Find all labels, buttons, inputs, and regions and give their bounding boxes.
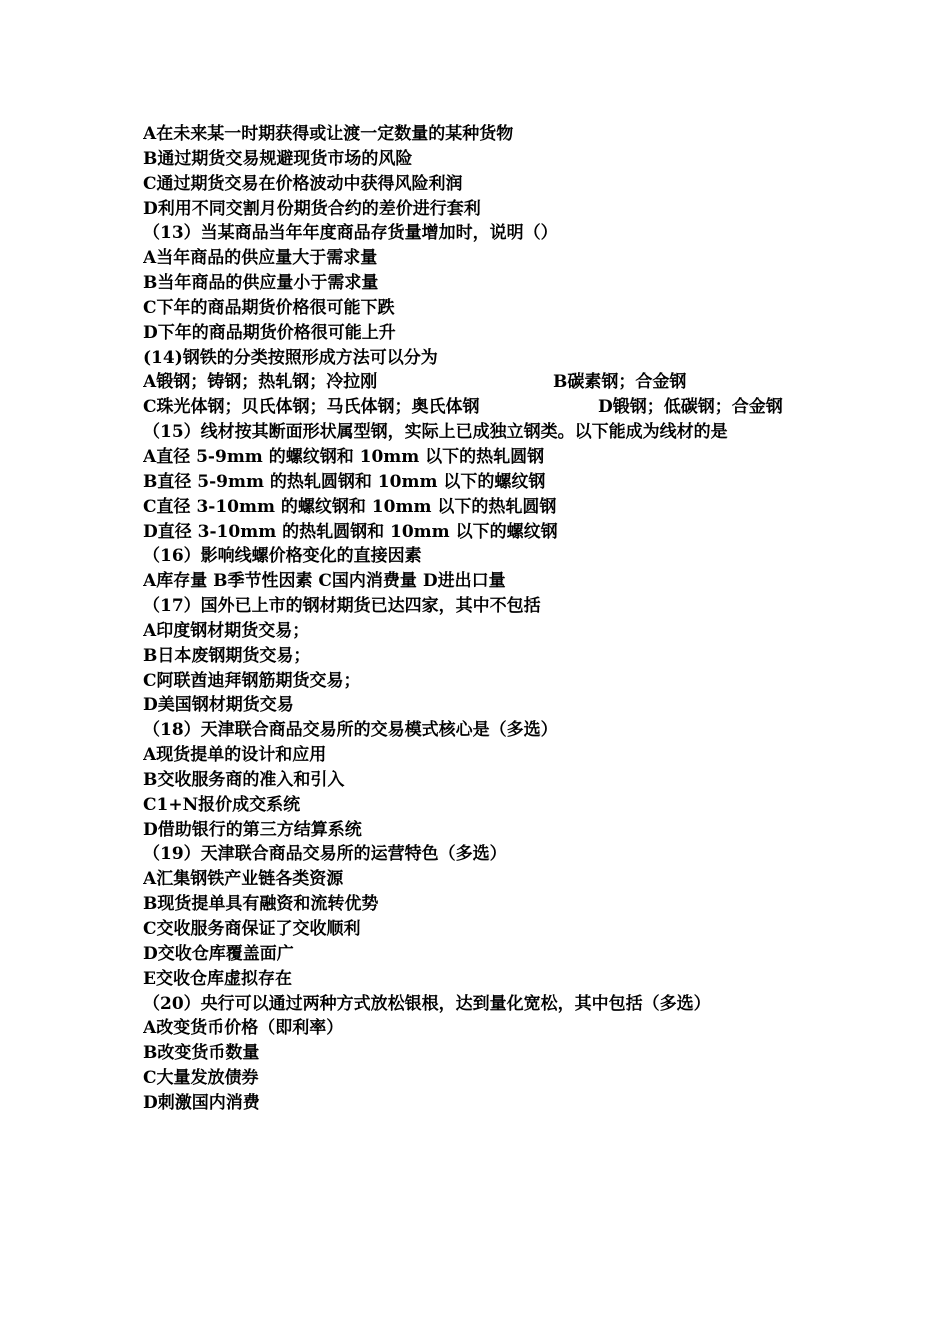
option-line: D锻钢；低碳钢；合金钢 xyxy=(598,397,783,418)
question-17: （17）国外已上市的钢材期货已达四家，其中不包括 xyxy=(143,596,541,617)
question-13: （13）当某商品当年年度商品存货量增加时，说明（） xyxy=(143,223,558,244)
option-line: A汇集钢铁产业链各类资源 xyxy=(143,869,344,890)
option-line: A当年商品的供应量大于需求量 xyxy=(143,248,378,269)
option-line: D借助银行的第三方结算系统 xyxy=(143,819,362,840)
question-20: （20）央行可以通过两种方式放松银根，达到量化宽松，其中包括（多选） xyxy=(143,993,711,1014)
option-line: A改变货币价格（即利率） xyxy=(143,1018,344,1039)
option-line: C通过期货交易在价格波动中获得风险利润 xyxy=(143,173,463,194)
option-line: D下年的商品期货价格很可能上升 xyxy=(143,322,396,343)
option-line: C珠光体钢；贝氏体钢；马氏体钢；奥氏体钢 xyxy=(143,397,480,418)
option-line: A在未来某一时期获得或让渡一定数量的某种货物 xyxy=(143,124,514,144)
option-line: B直径 5-9mm 的热轧圆钢和 10mm 以下的螺纹钢 xyxy=(143,471,546,492)
option-line: B通过期货交易规避现货市场的风险 xyxy=(143,148,413,169)
option-line: B现货提单具有融资和流转优势 xyxy=(143,894,379,915)
option-line: A直径 5-9mm 的螺纹钢和 10mm 以下的热轧圆钢 xyxy=(143,446,545,467)
option-line: C交收服务商保证了交收顺利 xyxy=(143,919,361,939)
option-line: D直径 3-10mm 的热轧圆钢和 10mm 以下的螺纹钢 xyxy=(143,521,558,542)
question-16: （16）影响线螺价格变化的直接因素 xyxy=(143,546,422,567)
question-19: （19）天津联合商品交易所的运营特色（多选） xyxy=(143,844,507,865)
option-line: B改变货币数量 xyxy=(143,1043,260,1064)
option-line: D交收仓库覆盖面广 xyxy=(143,943,294,964)
option-line: B当年商品的供应量小于需求量 xyxy=(143,273,379,294)
option-line: C大量发放债券 xyxy=(143,1068,259,1089)
option-line: D利用不同交割月份期货合约的差价进行套利 xyxy=(143,198,481,219)
option-line: A现货提单的设计和应用 xyxy=(143,745,327,766)
option-line: C阿联酋迪拜钢筋期货交易； xyxy=(143,670,361,691)
option-line: C下年的商品期货价格很可能下跌 xyxy=(143,297,395,318)
option-line: D刺激国内消费 xyxy=(143,1092,260,1113)
option-row xyxy=(143,370,813,395)
option-line: C直径 3-10mm 的螺纹钢和 10mm 以下的热轧圆钢 xyxy=(143,496,557,517)
question-15: （15）线材按其断面形状属型钢，实际上已成独立钢类。以下能成为线材的是 xyxy=(143,422,728,443)
document-body xyxy=(143,122,813,1116)
option-line: B碳素钢；合金钢 xyxy=(553,372,687,393)
option-line: C1+N报价成交系统 xyxy=(143,794,301,815)
option-line: A印度钢材期货交易； xyxy=(143,620,310,641)
option-line: A锻钢；铸钢；热轧钢；冷拉刚 xyxy=(143,372,378,393)
option-line: B日本废钢期货交易； xyxy=(143,645,311,666)
option-row xyxy=(143,395,813,420)
option-line: B交收服务商的准入和引入 xyxy=(143,769,345,790)
question-18: （18）天津联合商品交易所的交易模式核心是（多选） xyxy=(143,720,558,741)
option-line: A库存量 B季节性因素 C国内消费量 D进出口量 xyxy=(143,571,506,592)
option-line: D美国钢材期货交易 xyxy=(143,695,294,716)
option-line: E交收仓库虚拟存在 xyxy=(143,968,292,989)
question-14: (14)钢铁的分类按照形成方法可以分为 xyxy=(143,347,438,368)
